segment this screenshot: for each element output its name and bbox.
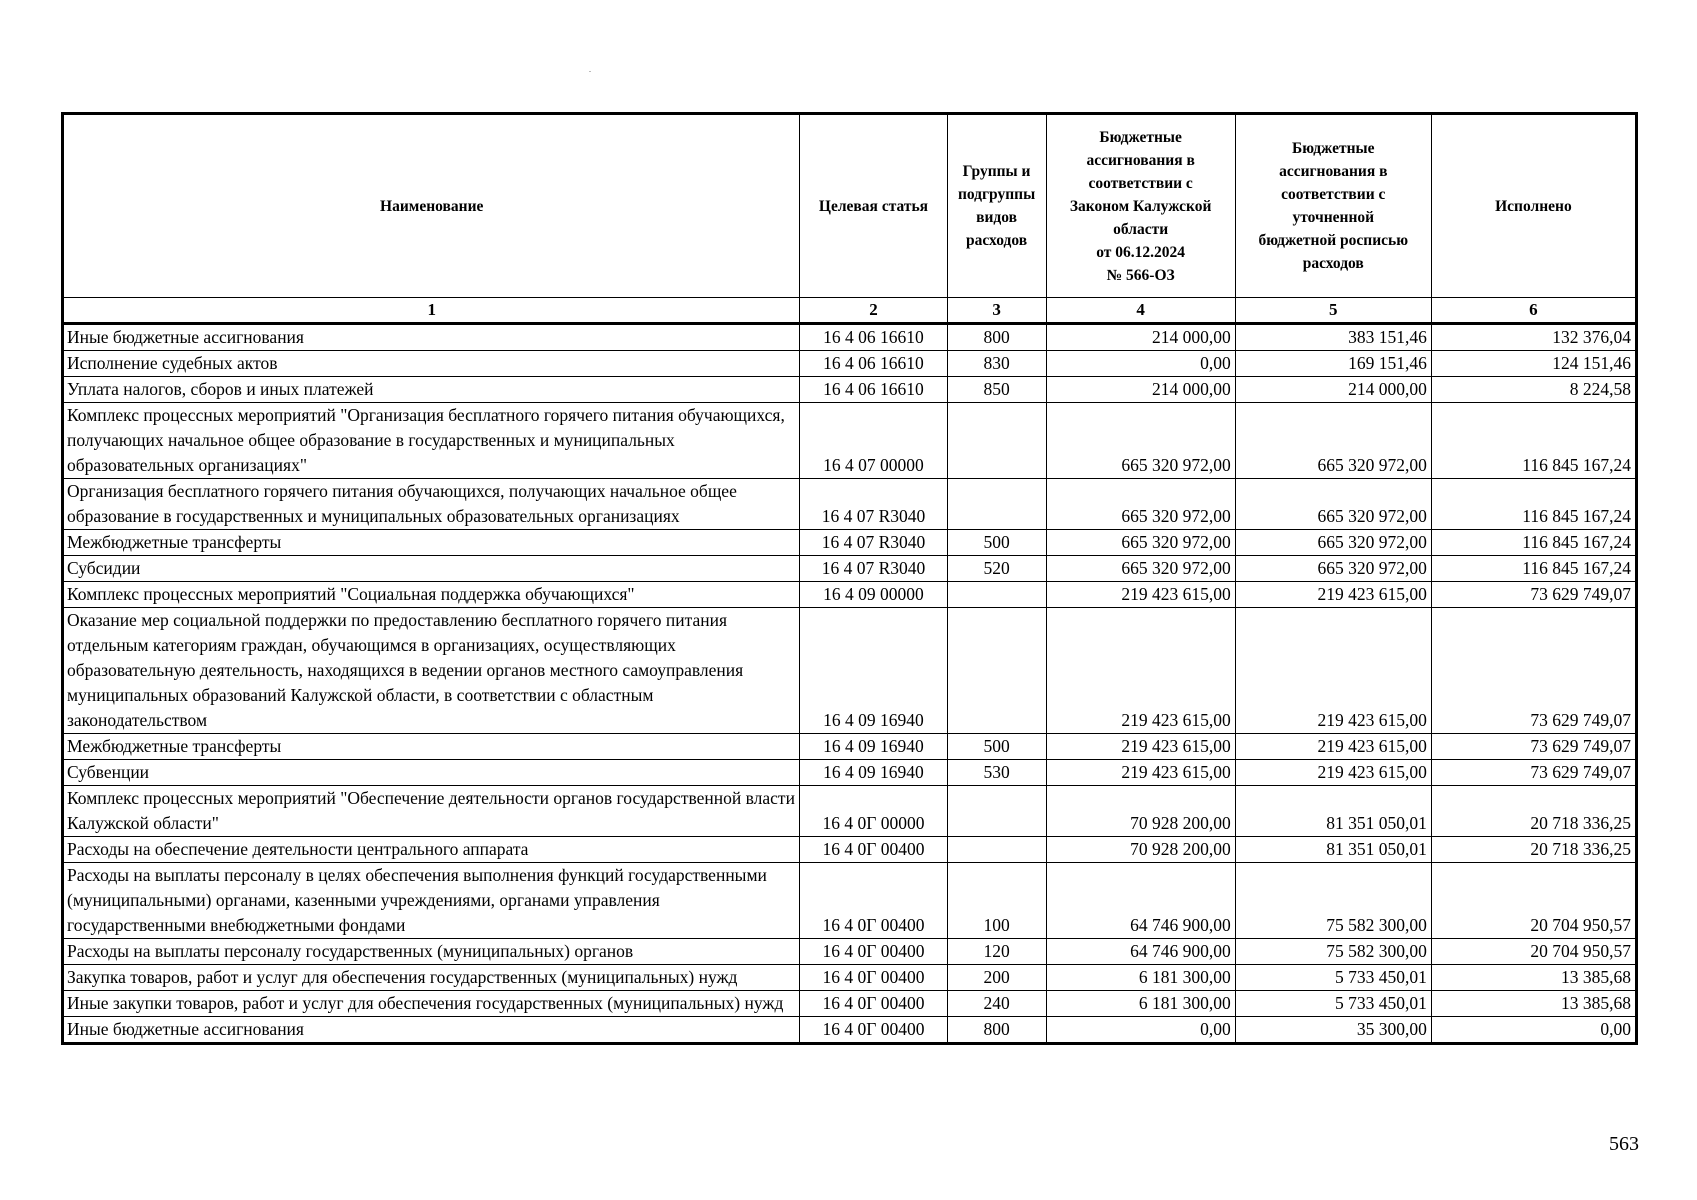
row-name-cell: Иные бюджетные ассигнования (63, 1017, 800, 1044)
column-number-row (63, 298, 1637, 324)
revised-amount-cell: 169 151,46 (1235, 351, 1431, 377)
header-line: расходов (966, 232, 1028, 249)
table-row (63, 351, 1637, 377)
expense-group-cell: 120 (947, 939, 1046, 965)
law-amount-cell: 665 320 972,00 (1046, 530, 1235, 556)
target-item-cell: 16 4 09 16940 (800, 760, 947, 786)
table-row (63, 582, 1637, 608)
law-amount-cell: 665 320 972,00 (1046, 479, 1235, 530)
executed-amount-cell: 20 718 336,25 (1431, 786, 1636, 837)
table-body (63, 324, 1637, 1044)
revised-amount-cell: 665 320 972,00 (1235, 556, 1431, 582)
expense-group-cell: 530 (947, 760, 1046, 786)
executed-amount-cell: 13 385,68 (1431, 991, 1636, 1017)
expense-group-cell: 800 (947, 324, 1046, 351)
law-amount-cell: 6 181 300,00 (1046, 991, 1235, 1017)
table-row (63, 556, 1637, 582)
target-item-cell: 16 4 0Г 00400 (800, 1017, 947, 1044)
table-row (63, 939, 1637, 965)
target-item-cell: 16 4 06 16610 (800, 324, 947, 351)
target-item-cell: 16 4 07 R3040 (800, 530, 947, 556)
law-amount-cell: 6 181 300,00 (1046, 965, 1235, 991)
scan-speck (589, 71, 591, 72)
row-name-cell: Расходы на обеспечение деятельности центрального аппарата (63, 837, 800, 863)
row-name-cell: Комплекс процессных мероприятий "Социальная поддержка обучающихся" (63, 582, 800, 608)
expense-group-cell: 200 (947, 965, 1046, 991)
revised-amount-cell: 665 320 972,00 (1235, 479, 1431, 530)
target-item-cell: 16 4 0Г 00400 (800, 939, 947, 965)
revised-amount-cell: 81 351 050,01 (1235, 837, 1431, 863)
header-line: расходов (1302, 255, 1364, 272)
column-number: 3 (947, 298, 1046, 324)
executed-amount-cell: 73 629 749,07 (1431, 760, 1636, 786)
expense-group-cell (947, 403, 1046, 479)
executed-amount-cell: 73 629 749,07 (1431, 582, 1636, 608)
column-number: 1 (63, 298, 800, 324)
expense-group-cell: 240 (947, 991, 1046, 1017)
revised-amount-cell: 75 582 300,00 (1235, 863, 1431, 939)
revised-amount-cell: 35 300,00 (1235, 1017, 1431, 1044)
revised-amount-cell: 219 423 615,00 (1235, 582, 1431, 608)
expense-group-cell: 500 (947, 530, 1046, 556)
target-item-cell: 16 4 0Г 00000 (800, 786, 947, 837)
executed-amount-cell: 132 376,04 (1431, 324, 1636, 351)
header-executed: Исполнено (1431, 114, 1636, 298)
target-item-cell: 16 4 07 R3040 (800, 479, 947, 530)
page-number: 563 (1609, 1133, 1639, 1155)
law-amount-cell: 665 320 972,00 (1046, 403, 1235, 479)
table-row (63, 1017, 1637, 1044)
row-name-cell: Субсидии (63, 556, 800, 582)
revised-amount-cell: 665 320 972,00 (1235, 530, 1431, 556)
law-amount-cell: 64 746 900,00 (1046, 939, 1235, 965)
column-number: 6 (1431, 298, 1636, 324)
expense-group-cell: 500 (947, 734, 1046, 760)
table-row (63, 786, 1637, 837)
expense-group-cell: 830 (947, 351, 1046, 377)
executed-amount-cell: 20 704 950,57 (1431, 939, 1636, 965)
executed-amount-cell: 116 845 167,24 (1431, 479, 1636, 530)
target-item-cell: 16 4 07 R3040 (800, 556, 947, 582)
row-name-cell: Уплата налогов, сборов и иных платежей (63, 377, 800, 403)
header-line: соответствии с (1088, 174, 1193, 192)
header-expense-groups (947, 114, 1046, 298)
header-line: Бюджетные (1292, 140, 1375, 157)
revised-amount-cell: 383 151,46 (1235, 324, 1431, 351)
row-name-cell: Организация бесплатного горячего питания обучающихся, получающих начальное общее образование в государственных и муниципальных образовательных организациях (63, 479, 800, 530)
executed-amount-cell: 73 629 749,07 (1431, 734, 1636, 760)
table-row (63, 608, 1637, 734)
row-name-cell: Расходы на выплаты персоналу государственных (муниципальных) органов (63, 939, 800, 965)
header-line: бюджетной росписью (1258, 232, 1409, 249)
header-revised-appropriations (1235, 114, 1431, 298)
target-item-cell: 16 4 0Г 00400 (800, 837, 947, 863)
revised-amount-cell: 219 423 615,00 (1235, 760, 1431, 786)
header-line: видов (976, 209, 1017, 226)
law-amount-cell: 214 000,00 (1046, 324, 1235, 351)
revised-amount-cell: 81 351 050,01 (1235, 786, 1431, 837)
header-law-appropriations (1046, 114, 1235, 298)
executed-amount-cell: 116 845 167,24 (1431, 530, 1636, 556)
header-line: от 06.12.2024 (1096, 243, 1186, 261)
header-target-item: Целевая статья (800, 114, 947, 298)
table-row (63, 403, 1637, 479)
law-amount-cell: 0,00 (1046, 1017, 1235, 1044)
revised-amount-cell: 219 423 615,00 (1235, 734, 1431, 760)
expense-group-cell (947, 786, 1046, 837)
table-row (63, 991, 1637, 1017)
law-amount-cell: 0,00 (1046, 351, 1235, 377)
table-row (63, 863, 1637, 939)
expense-group-cell (947, 608, 1046, 734)
header-line: ассигнования в (1279, 163, 1388, 180)
executed-amount-cell: 116 845 167,24 (1431, 556, 1636, 582)
law-amount-cell: 219 423 615,00 (1046, 760, 1235, 786)
law-amount-cell: 219 423 615,00 (1046, 582, 1235, 608)
law-amount-cell: 70 928 200,00 (1046, 837, 1235, 863)
budget-table (61, 112, 1638, 1045)
expense-group-cell: 850 (947, 377, 1046, 403)
executed-amount-cell: 124 151,46 (1431, 351, 1636, 377)
header-line: уточненной (1292, 209, 1375, 226)
expense-group-cell: 100 (947, 863, 1046, 939)
table-row (63, 734, 1637, 760)
target-item-cell: 16 4 06 16610 (800, 377, 947, 403)
executed-amount-cell: 73 629 749,07 (1431, 608, 1636, 734)
table-row (63, 479, 1637, 530)
table-row (63, 377, 1637, 403)
target-item-cell: 16 4 09 16940 (800, 734, 947, 760)
row-name-cell: Комплекс процессных мероприятий "Обеспечение деятельности органов государственной власти Калужской области" (63, 786, 800, 837)
revised-amount-cell: 5 733 450,01 (1235, 965, 1431, 991)
executed-amount-cell: 0,00 (1431, 1017, 1636, 1044)
target-item-cell: 16 4 0Г 00400 (800, 863, 947, 939)
law-amount-cell: 214 000,00 (1046, 377, 1235, 403)
target-item-cell: 16 4 09 00000 (800, 582, 947, 608)
expense-group-cell: 800 (947, 1017, 1046, 1044)
revised-amount-cell: 5 733 450,01 (1235, 991, 1431, 1017)
table-row (63, 530, 1637, 556)
header-line: ассигнования в (1086, 151, 1195, 169)
executed-amount-cell: 20 704 950,57 (1431, 863, 1636, 939)
law-amount-cell: 219 423 615,00 (1046, 608, 1235, 734)
header-line: Группы и (962, 163, 1031, 180)
column-number: 4 (1046, 298, 1235, 324)
revised-amount-cell: 214 000,00 (1235, 377, 1431, 403)
header-line: подгруппы (957, 186, 1036, 203)
header-line: Законом Калужской (1069, 197, 1212, 215)
header-name: Наименование (63, 114, 800, 298)
target-item-cell: 16 4 0Г 00400 (800, 991, 947, 1017)
row-name-cell: Расходы на выплаты персоналу в целях обеспечения выполнения функций государственными (муниципальными) органами, казенными учреждениями, органами управления государственными внебюджетными фондами (63, 863, 800, 939)
column-number: 2 (800, 298, 947, 324)
law-amount-cell: 665 320 972,00 (1046, 556, 1235, 582)
revised-amount-cell: 219 423 615,00 (1235, 608, 1431, 734)
executed-amount-cell: 116 845 167,24 (1431, 403, 1636, 479)
executed-amount-cell: 13 385,68 (1431, 965, 1636, 991)
row-name-cell: Иные бюджетные ассигнования (63, 324, 800, 351)
expense-group-cell (947, 479, 1046, 530)
header-line: области (1113, 220, 1169, 238)
row-name-cell: Закупка товаров, работ и услуг для обеспечения государственных (муниципальных) нужд (63, 965, 800, 991)
target-item-cell: 16 4 0Г 00400 (800, 965, 947, 991)
expense-group-cell (947, 837, 1046, 863)
target-item-cell: 16 4 07 00000 (800, 403, 947, 479)
law-amount-cell: 64 746 900,00 (1046, 863, 1235, 939)
law-amount-cell: 70 928 200,00 (1046, 786, 1235, 837)
revised-amount-cell: 75 582 300,00 (1235, 939, 1431, 965)
expense-group-cell (947, 582, 1046, 608)
table-header (63, 114, 1637, 324)
row-name-cell: Иные закупки товаров, работ и услуг для обеспечения государственных (муниципальных) нужд (63, 991, 800, 1017)
row-name-cell: Межбюджетные трансферты (63, 734, 800, 760)
target-item-cell: 16 4 09 16940 (800, 608, 947, 734)
column-number: 5 (1235, 298, 1431, 324)
table-row (63, 965, 1637, 991)
table-row (63, 324, 1637, 351)
table-row (63, 760, 1637, 786)
row-name-cell: Оказание мер социальной поддержки по предоставлению бесплатного горячего питания отдельным категориям граждан, обучающимся в организациях, осуществляющих образовательную деятельность, находящихся в ведении органов местного самоуправления муниципальных образований Калужской области, в соответствии с областным законодательством (63, 608, 800, 734)
revised-amount-cell: 665 320 972,00 (1235, 403, 1431, 479)
row-name-cell: Исполнение судебных актов (63, 351, 800, 377)
law-amount-cell: 219 423 615,00 (1046, 734, 1235, 760)
row-name-cell: Субвенции (63, 760, 800, 786)
header-line: № 566-ОЗ (1106, 266, 1175, 284)
row-name-cell: Комплекс процессных мероприятий "Организация бесплатного горячего питания обучающихся, получающих начальное общее образование в государственных и муниципальных образовательных организациях" (63, 403, 800, 479)
expense-group-cell: 520 (947, 556, 1046, 582)
executed-amount-cell: 20 718 336,25 (1431, 837, 1636, 863)
row-name-cell: Межбюджетные трансферты (63, 530, 800, 556)
executed-amount-cell: 8 224,58 (1431, 377, 1636, 403)
header-line: соответствии с (1281, 186, 1386, 203)
header-line: Бюджетные (1099, 128, 1182, 146)
table-row (63, 837, 1637, 863)
target-item-cell: 16 4 06 16610 (800, 351, 947, 377)
